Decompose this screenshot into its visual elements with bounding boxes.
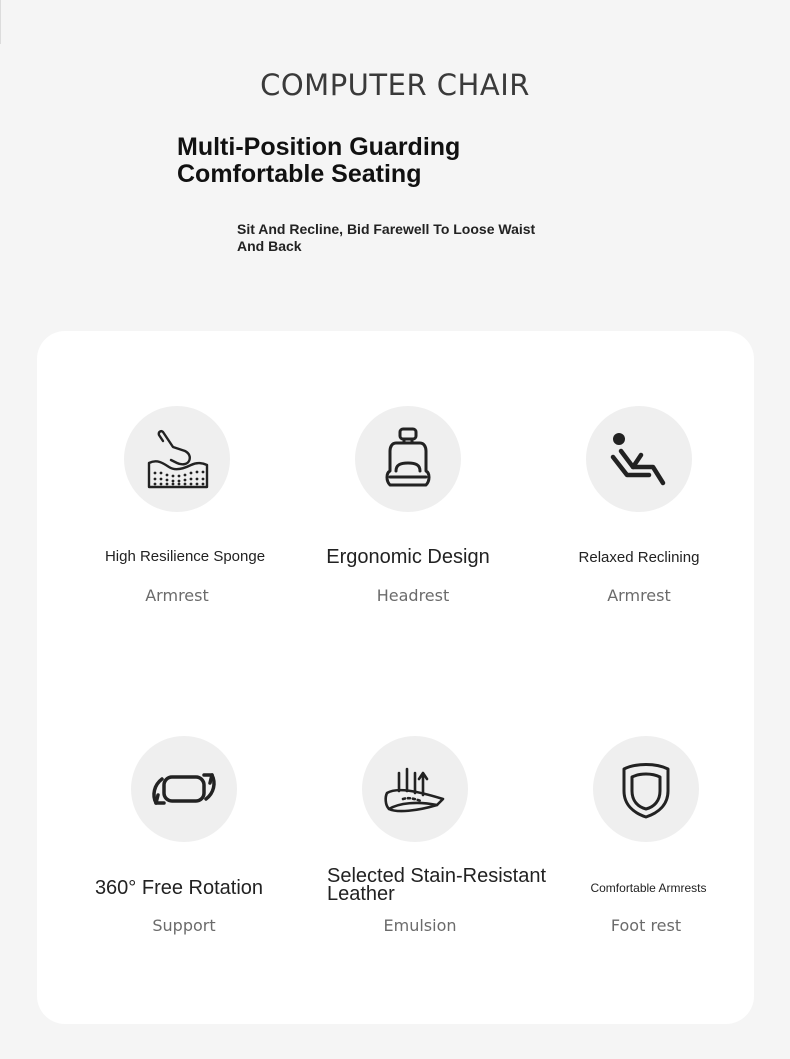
- feature-item-rotation: [84, 731, 314, 961]
- headline-line-2: Comfortable Seating: [177, 160, 422, 188]
- feature-item-armrests: [546, 731, 776, 961]
- feature-sublabel: Emulsion: [383, 916, 457, 935]
- feature-item-reclining: [539, 401, 769, 631]
- headline: [177, 134, 597, 188]
- subheadline: Sit And Recline, Bid Farewell To Loose Waist And Back: [237, 221, 536, 254]
- feature-icon-circle: [593, 736, 699, 842]
- car-seat-icon: [370, 421, 446, 497]
- feature-sublabel: Support: [152, 916, 216, 935]
- feature-icon-circle: [131, 736, 237, 842]
- feature-label: Relaxed Reclining: [578, 549, 700, 566]
- feature-label: Comfortable Armrests: [590, 881, 707, 895]
- page-title: COMPUTER CHAIR: [260, 68, 530, 102]
- feature-icon-circle: [124, 406, 230, 512]
- shield-armrest-icon: [608, 751, 684, 827]
- feature-label: Ergonomic Design: [326, 546, 490, 568]
- feature-sublabel: Foot rest: [610, 916, 682, 935]
- feature-label: 360° Free Rotation: [94, 877, 264, 899]
- feature-label: Selected Stain-Resistant Leather: [327, 865, 547, 905]
- feature-item-ergonomic: [308, 401, 538, 631]
- feature-label: High Resilience Sponge: [104, 548, 266, 565]
- left-edge-divider: [0, 0, 1, 44]
- rotation-arrows-icon: [146, 751, 222, 827]
- feature-item-sponge: [77, 401, 307, 631]
- feature-item-leather: [315, 731, 545, 961]
- feature-sublabel: Headrest: [376, 586, 450, 605]
- reclining-person-icon: [601, 421, 677, 497]
- feature-icon-circle: [362, 736, 468, 842]
- feature-icon-circle: [586, 406, 692, 512]
- hand-pressing-sponge-icon: [139, 421, 215, 497]
- stain-resistant-leather-icon: [377, 751, 453, 827]
- feature-icon-circle: [355, 406, 461, 512]
- headline-line-1: Multi-Position Guarding: [177, 133, 461, 161]
- feature-sublabel: Armrest: [607, 586, 671, 605]
- feature-sublabel: Armrest: [145, 586, 209, 605]
- features-card: [37, 331, 754, 1024]
